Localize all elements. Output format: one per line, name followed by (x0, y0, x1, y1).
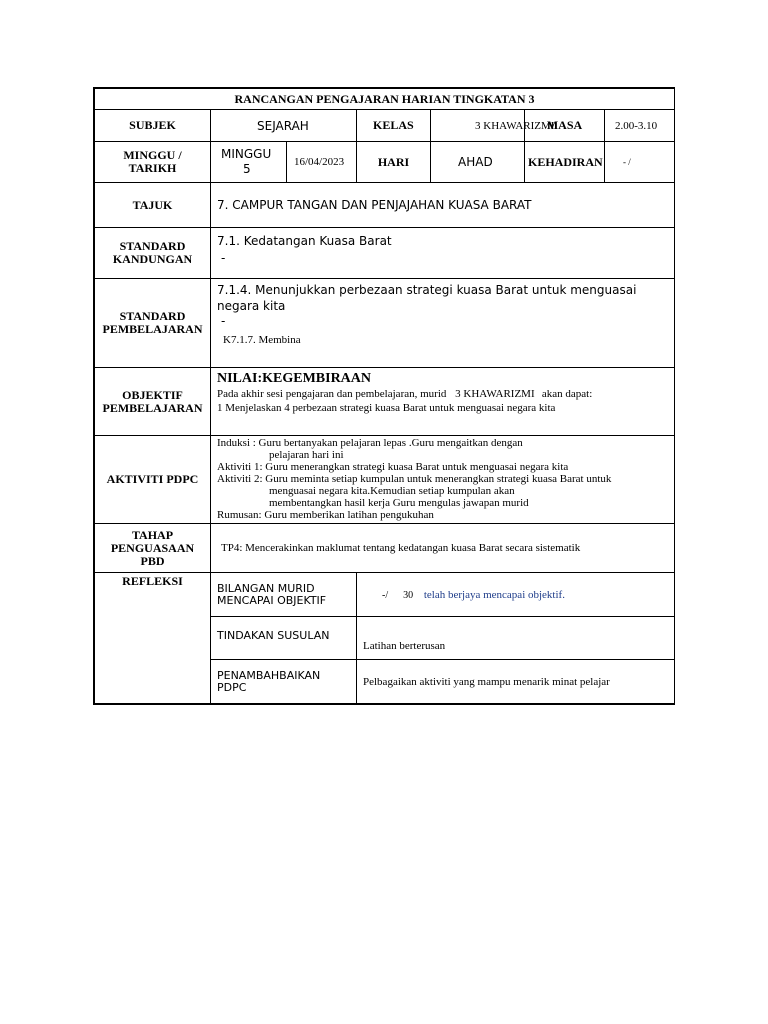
lesson-plan-document (93, 87, 675, 705)
standard-kandungan-row (95, 228, 675, 279)
hari-label: HARI (357, 142, 431, 183)
masa-label: MASA (525, 110, 605, 142)
refleksi-label: REFLEKSI (95, 573, 211, 704)
refleksi-bilangan-row (95, 573, 675, 617)
subjek-label: SUBJEK (95, 110, 211, 142)
aktiviti-row (95, 436, 675, 524)
standard-kandungan-label-line2: KANDUNGAN (112, 252, 193, 266)
kehadiran-label: KEHADIRAN (525, 142, 605, 183)
bilangan-text: telah berjaya mencapai objektif. (423, 588, 565, 601)
bilangan-value (357, 573, 675, 617)
bilangan-label-line1: BILANGAN MURID (217, 581, 315, 595)
aktiviti-line-2-cont-b: membentangkan hasil kerja Guru mengulas jawapan murid (269, 497, 529, 509)
objektif-intro-b: akan dapat: (541, 388, 593, 400)
objektif-label-line1: OBJEKTIF (122, 387, 183, 402)
standard-pembelajaran-label-line2: PEMBELAJARAN (102, 322, 203, 336)
penambahbaikan-value: Pelbagaikan aktiviti yang mampu menarik minat pelajar (357, 660, 675, 704)
standard-kandungan-value: 7.1. Kedatangan Kuasa Barat (217, 234, 392, 248)
tajuk-label: TAJUK (95, 183, 211, 228)
kehadiran-value: - / (605, 142, 675, 183)
penambahbaikan-label-line1: PENAMBAHBAIKAN (217, 668, 321, 682)
standard-pembelajaran-row (95, 279, 675, 368)
subjek-value: SEJARAH (211, 110, 357, 142)
aktiviti-line-1: Aktiviti 1: Guru menerangkan strategi kuasa Barat untuk menguasai negara kita (217, 461, 569, 473)
hari-value: AHAD (431, 142, 525, 183)
masa-value: 2.00-3.10 (605, 110, 675, 142)
bilangan-label (211, 573, 357, 617)
title-row (95, 89, 675, 110)
standard-kandungan-cell (211, 228, 675, 279)
tindakan-label: TINDAKAN SUSULAN (211, 617, 357, 660)
objektif-row (95, 368, 675, 436)
aktiviti-label: AKTIVITI PDPC (95, 436, 211, 524)
tahap-value: TP4: Mencerakinkan maklumat tentang kedatangan kuasa Barat secara sistematik (211, 524, 675, 573)
penambahbaikan-label (211, 660, 357, 704)
bilangan-label-line2: MENCAPAI OBJEKTIF (217, 593, 327, 607)
standard-kandungan-bullet: - (221, 251, 226, 265)
tajuk-row (95, 183, 675, 228)
standard-kandungan-label (95, 228, 211, 279)
objektif-intro-class: 3 KHAWARIZMI (455, 388, 535, 400)
aktiviti-line-rumusan: Rumusan: Guru memberikan latihan pengukuhan (217, 509, 434, 521)
objektif-label (95, 368, 211, 436)
aktiviti-line-2-cont-a: menguasai negara kita.Kemudian setiap kumpulan akan (269, 485, 515, 497)
minggu-value-line2: 5 (243, 162, 251, 176)
tahap-label-line1: TAHAP (131, 527, 174, 542)
minggu-label-line1: MINGGU / (123, 148, 182, 162)
tahap-label (95, 524, 211, 573)
aktiviti-line-induksi: Induksi : Guru bertanyakan pelajaran lepas .Guru mengaitkan dengan (217, 437, 523, 449)
minggu-row (95, 142, 675, 183)
tahap-label-line3: PBD (140, 553, 165, 568)
minggu-value (211, 142, 287, 183)
tahap-row (95, 524, 675, 573)
minggu-tarikh-label (95, 142, 211, 183)
kelas-label: KELAS (357, 110, 431, 142)
standard-kandungan-label-line1: STANDARD (119, 239, 186, 253)
penambahbaikan-label-line2: PDPC (217, 680, 247, 694)
kelas-value: 3 KHAWARIZMI (431, 110, 525, 142)
objektif-intro (217, 387, 671, 401)
document-title: RANCANGAN PENGAJARAN HARIAN TINGKATAN 3 (95, 89, 675, 110)
lesson-plan-table (94, 88, 675, 704)
aktiviti-cell (211, 436, 675, 524)
tarikh-value: 16/04/2023 (287, 142, 357, 183)
objektif-label-line2: PEMBELAJARAN (102, 400, 203, 415)
objektif-item: 1 Menjelaskan 4 perbezaan strategi kuasa Barat untuk menguasai negara kita (217, 402, 556, 414)
tindakan-value: Latihan berterusan (357, 617, 675, 660)
tahap-label-line2: PENGUASAAN (110, 540, 195, 555)
bilangan-count: -/ 30 (382, 589, 414, 601)
subjek-row (95, 110, 675, 142)
standard-pembelajaran-extra: K7.1.7. Membina (223, 334, 301, 346)
standard-pembelajaran-label-line1: STANDARD (119, 309, 186, 323)
aktiviti-line-induksi-cont: pelajaran hari ini (269, 449, 344, 461)
standard-pembelajaran-cell (211, 279, 675, 368)
standard-pembelajaran-label (95, 279, 211, 368)
objektif-cell (211, 368, 675, 436)
minggu-value-line1: MINGGU (221, 147, 272, 161)
nilai-heading: NILAI:KEGEMBIRAAN (217, 371, 372, 386)
standard-pembelajaran-value: 7.1.4. Menunjukkan perbezaan strategi kuasa Barat untuk menguasai negara kita (217, 283, 637, 313)
standard-pembelajaran-bullet: - (221, 314, 226, 328)
minggu-label-line2: TARIKH (128, 161, 177, 175)
aktiviti-line-2: Aktiviti 2: Guru meminta setiap kumpulan untuk menerangkan strategi kuasa Barat untuk (217, 473, 612, 485)
tajuk-value: 7. CAMPUR TANGAN DAN PENJAJAHAN KUASA BARAT (211, 183, 675, 228)
objektif-intro-a: Pada akhir sesi pengajaran dan pembelajaran, murid (217, 388, 447, 400)
